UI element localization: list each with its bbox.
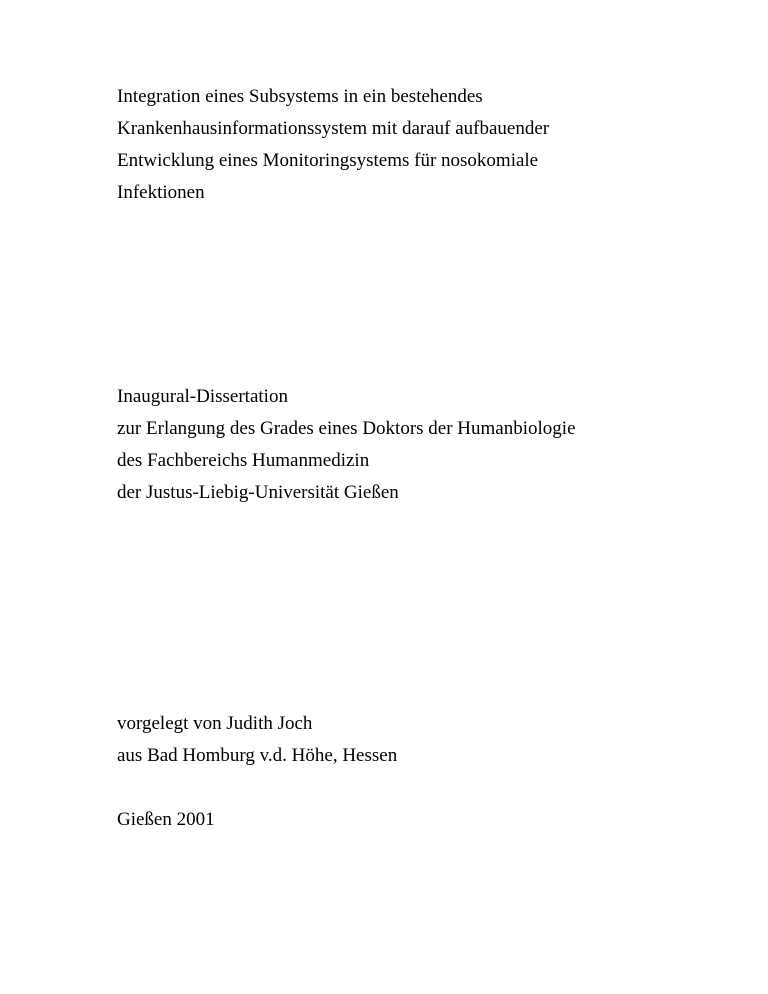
degree-line: zur Erlangung des Grades eines Doktors der Humanbiologie	[117, 418, 576, 439]
author-info	[117, 708, 397, 772]
place-date	[117, 804, 215, 836]
dissertation-statement	[117, 381, 576, 509]
faculty-line: des Fachbereichs Humanmedizin	[117, 450, 370, 471]
place-date-line: Gießen 2001	[117, 809, 215, 830]
thesis-title	[117, 81, 549, 209]
title-line: Integration eines Subsystems in ein bestehendes	[117, 86, 483, 107]
title-line: Krankenhausinformationssystem mit darauf aufbauender	[117, 118, 550, 139]
dissertation-type: Inaugural-Dissertation	[117, 386, 288, 407]
title-line: Infektionen	[117, 182, 205, 203]
author-name: vorgelegt von Judith Joch	[117, 713, 313, 734]
university-line: der Justus-Liebig-Universität Gießen	[117, 482, 399, 503]
author-origin: aus Bad Homburg v.d. Höhe, Hessen	[117, 745, 398, 766]
title-line: Entwicklung eines Monitoringsystems für nosokomiale	[117, 150, 539, 171]
